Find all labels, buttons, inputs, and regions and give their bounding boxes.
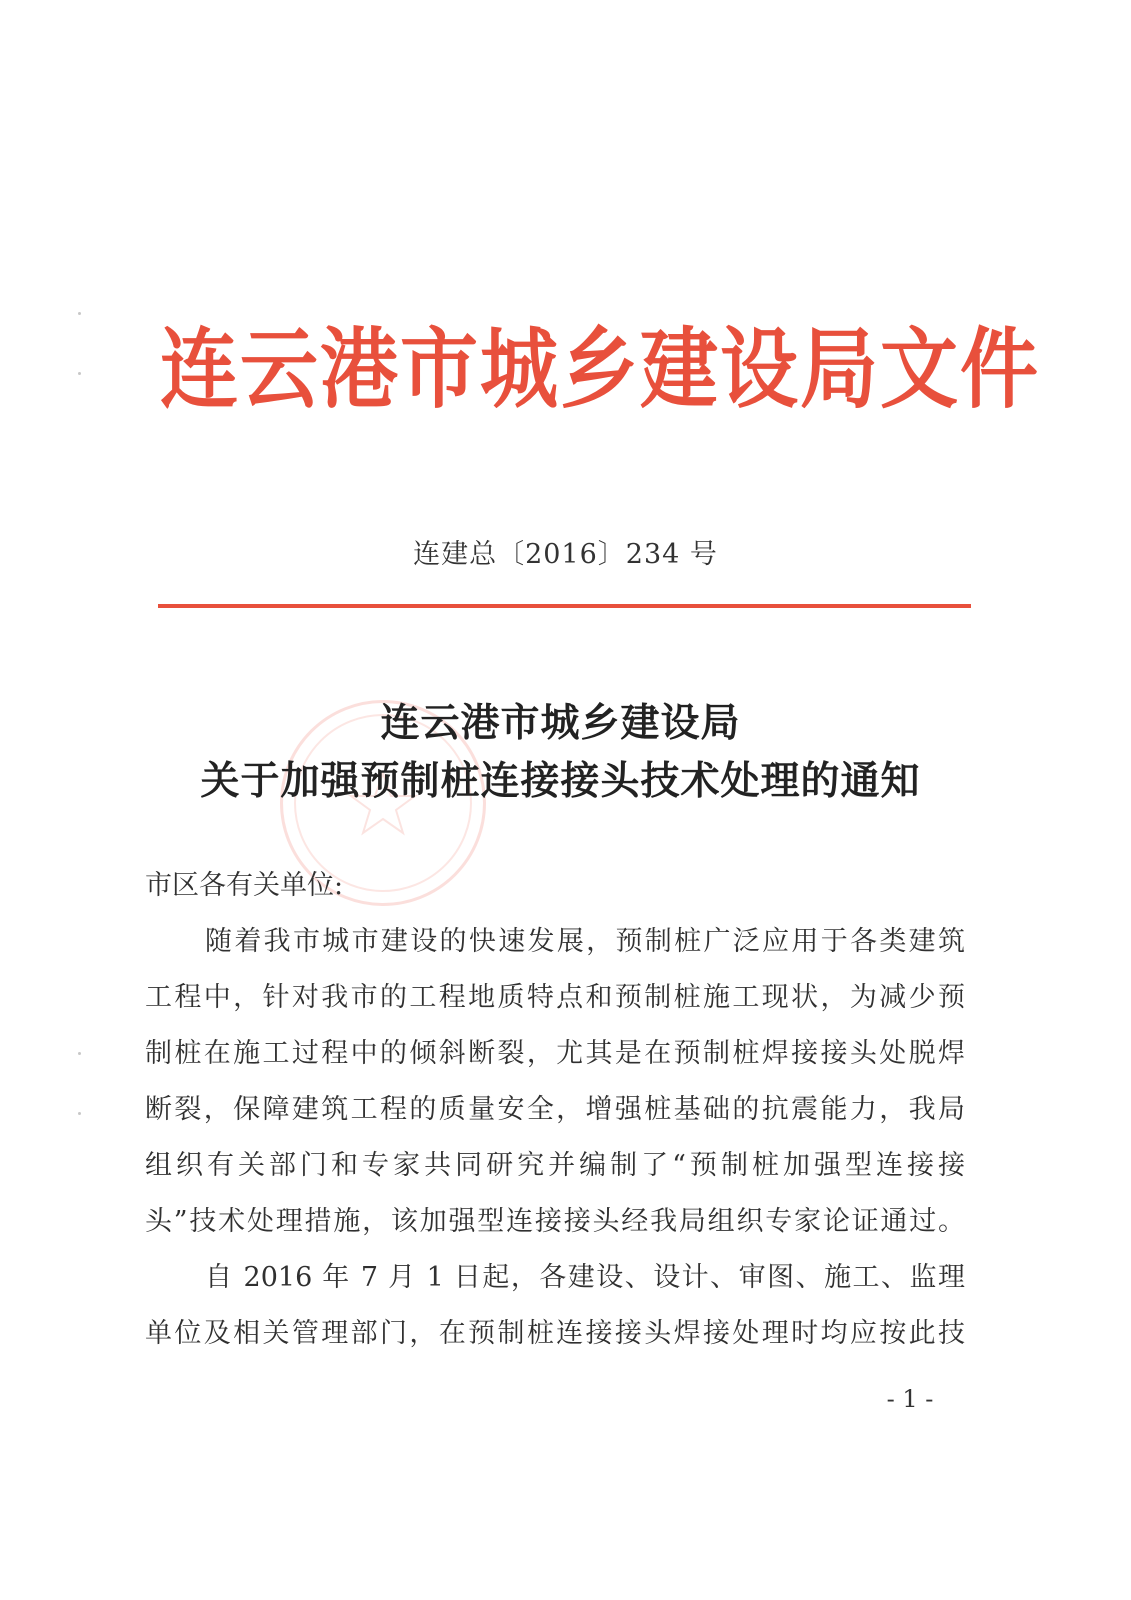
- scan-speck: [78, 1112, 81, 1115]
- body-line: 断裂，保障建筑工程的质量安全，增强桩基础的抗震能力，我局: [145, 1094, 965, 1125]
- body-line: 随着我市城市建设的快速发展，预制桩广泛应用于各类建筑: [205, 926, 965, 957]
- body-line: 工程中，针对我市的工程地质特点和预制桩施工现状，为减少预: [145, 982, 965, 1013]
- body-line: 自 2016 年 7 月 1 日起，各建设、设计、审图、施工、监理: [205, 1262, 965, 1293]
- body-line: 单位及相关管理部门，在预制桩连接接头焊接处理时均应按此技: [145, 1318, 965, 1349]
- salutation: 市区各有关单位:: [145, 870, 344, 901]
- body-line: 头”技术处理措施，该加强型连接接头经我局组织专家论证通过。: [145, 1206, 965, 1237]
- scan-speck: [78, 1052, 81, 1055]
- body-line: 制桩在施工过程中的倾斜断裂，尤其是在预制桩焊接接头处脱焊: [145, 1038, 965, 1069]
- scan-speck: [78, 312, 81, 315]
- document-number: 连建总〔2016〕234 号: [413, 539, 718, 570]
- scan-speck: [78, 372, 81, 375]
- agency-header-title: 连云港市城乡建设局文件: [160, 319, 1041, 421]
- page-number: - 1 -: [886, 1385, 934, 1413]
- notice-title-line-1: 连云港市城乡建设局: [380, 700, 741, 746]
- body-line: 组织有关部门和专家共同研究并编制了“预制桩加强型连接接: [145, 1150, 965, 1181]
- notice-title-line-2: 关于加强预制桩连接接头技术处理的通知: [200, 758, 921, 804]
- red-divider-line: [158, 604, 971, 608]
